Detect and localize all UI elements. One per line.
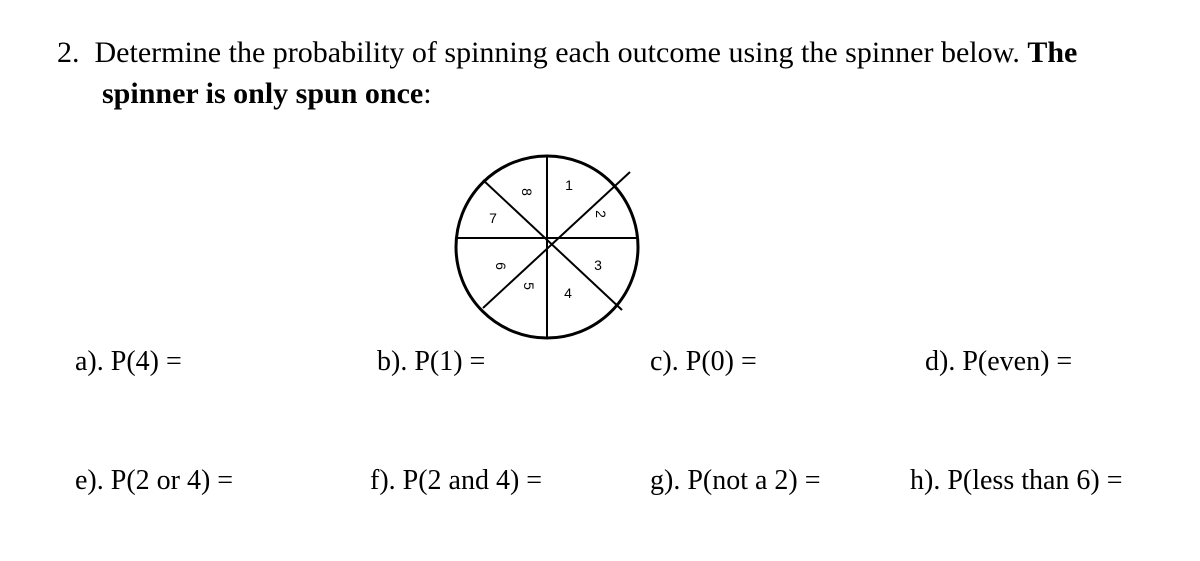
sector-label-5: 5	[521, 282, 537, 290]
answer-g: g). P(not a 2) =	[650, 465, 821, 496]
sector-label-7: 7	[489, 210, 497, 226]
question-emphasis-start: The	[1027, 36, 1078, 69]
answer-e: e). P(2 or 4) =	[75, 465, 234, 496]
spinner-diagram	[450, 150, 650, 350]
sector-label-2: 2	[593, 210, 609, 218]
sector-label-3: 3	[594, 257, 602, 273]
question-number: 2.	[57, 36, 80, 69]
sector-label-6: 6	[493, 262, 509, 270]
question-text: Determine the probability of spinning each outcome using the spinner below.	[94, 36, 1020, 69]
answer-f: f). P(2 and 4) =	[370, 465, 543, 496]
answer-a: a). P(4) =	[75, 346, 182, 377]
spinner-divider-diagonal-2	[483, 172, 630, 308]
answer-h: h). P(less than 6) =	[910, 465, 1123, 496]
sector-label-4: 4	[564, 285, 572, 301]
answer-b: b). P(1) =	[377, 346, 486, 377]
question-line-2	[102, 76, 432, 112]
question-colon: :	[423, 77, 432, 110]
answer-c: c). P(0) =	[650, 346, 757, 377]
answer-d: d). P(even) =	[925, 346, 1073, 377]
sector-label-8: 8	[519, 188, 535, 196]
question-emphasis: spinner is only spun once	[102, 77, 424, 110]
question-line-1	[57, 35, 1077, 71]
sector-label-1: 1	[565, 177, 573, 193]
